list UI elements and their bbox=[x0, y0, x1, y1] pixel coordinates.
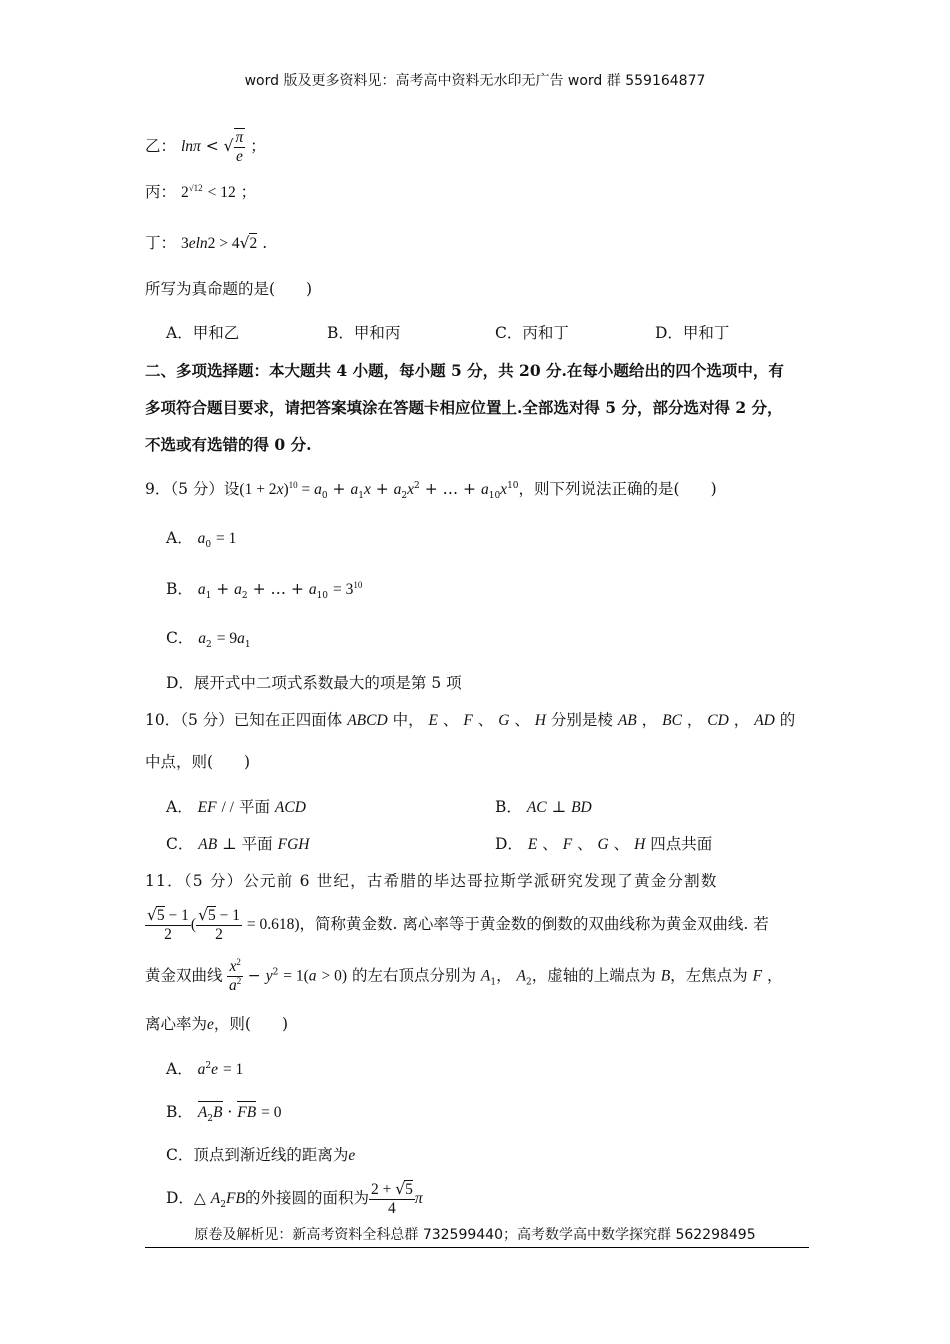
q10-optA-text: 平面 bbox=[238, 798, 270, 816]
page-footer: 原卷及解析见：新高考资料全科总群 732599440；高考数学高中数学探究群 562298495 bbox=[194, 1227, 756, 1243]
prev-option-c: C．丙和丁 bbox=[495, 324, 569, 342]
q10-optD-text: 四点共面 bbox=[650, 835, 713, 853]
q11-option-c: C．顶点到渐近线的距离为e bbox=[166, 1146, 356, 1164]
q10-option-d: D． E 、 F 、 G 、 H 四点共面 bbox=[495, 835, 713, 853]
q11-stem-line2: $\frac{√5 - 1}{2}$ ( $\frac{√5 - 1}{2}$ = 0.618)，简称黄金数. 离心率等于黄金数的倒数的双曲线称为黄金双曲线. 若 bbox=[147, 906, 769, 943]
q10-stem-line1: 10．（5 分）已知在正四面体 ABCD 中， E 、 F 、 G 、 H 分别是棱 AB ， BC ， CD ， AD 的 bbox=[145, 711, 796, 729]
q11-line3-mid2: ，虚轴的上端点为 bbox=[531, 966, 656, 985]
q11-line3-mid3: ，左焦点为 bbox=[670, 966, 748, 985]
item-bing: 丙： $2^{√12} < 12$ ； bbox=[145, 182, 257, 201]
q9-option-a: A． $a_0 = 1$ bbox=[166, 529, 237, 551]
prev-option-b: B．甲和丙 bbox=[327, 324, 401, 342]
q10-prefix: 10．（5 分）已知在正四面体 bbox=[145, 711, 343, 729]
q10-option-a: A． EF / / 平面 ACD bbox=[166, 798, 306, 816]
q9-option-d: D．展开式中二项式系数最大的项是第 5 项 bbox=[166, 674, 462, 692]
prev-option-a: A．甲和乙 bbox=[166, 324, 240, 342]
section2-line3: 不选或有选错的得 0 分. bbox=[145, 435, 312, 454]
prev-option-d: D．甲和丁 bbox=[655, 324, 730, 342]
q11-stem-line1: 11．（5 分）公元前 6 世纪，古希腊的毕达哥拉斯学派研究发现了黄金分割数 bbox=[145, 872, 718, 890]
q9-suffix: ，则下列说法正确的是( ) bbox=[518, 480, 717, 498]
q9-option-b: B． $a_1 + a_2$ + … + $a_{10} = 3^{10}$ bbox=[166, 579, 363, 602]
q11-option-b: B． $A_2B$ · FB = 0 bbox=[166, 1103, 282, 1125]
q9-stem: 9．（5 分）设$(1 + 2x)^{10} = a_0 + a_1x + a_2x^2$ + … + $a_{10}x^{10}$，则下列说法正确的是( ) bbox=[145, 479, 717, 502]
q11-option-d: D．△ $A_2FB$的外接圆的面积为 $\frac{2 + √5}{4}$ π bbox=[166, 1180, 423, 1217]
footer-rule bbox=[145, 1247, 809, 1248]
q11-optC-text: C．顶点到渐近线的距离为 bbox=[166, 1146, 349, 1164]
page-header: word 版及更多资料见：高考高中资料无水印无广告 word 群 559164877 bbox=[244, 73, 706, 89]
item-yi-label: 乙： bbox=[145, 137, 177, 155]
q11-optD-mid: 的外接圆的面积为 bbox=[244, 1189, 369, 1207]
q11-line4-suffix: ，则( ) bbox=[213, 1015, 289, 1033]
section2-line2: 多项符合题目要求，请把答案填涂在答题卡相应位置上.全部选对得 5 分，部分选对得 2 分， bbox=[145, 398, 783, 417]
item-yi: 乙： lnπ < √ $\frac{\pi}{e}$ ； bbox=[145, 129, 266, 165]
q10-option-b: B． AC ⊥ BD bbox=[495, 798, 592, 816]
item-ding-label: 丁： bbox=[145, 234, 177, 252]
q10-option-c: C． AB ⊥ 平面 FGH bbox=[166, 835, 310, 853]
q11-stem-line4: 离心率为e，则( ) bbox=[145, 1015, 289, 1033]
q11-line3-prefix: 黄金双曲线 bbox=[145, 966, 223, 985]
prev-question: 所写为真命题的是( ) bbox=[145, 280, 313, 298]
q9-prefix: 9．（5 分）设 bbox=[145, 480, 240, 498]
q9-option-c: C． $a_2 = 9a_1$ bbox=[166, 629, 251, 651]
q11-stem-line3: 黄金双曲线 $\frac{x^2}{a^2}$ − $y^2 = 1(a > 0)$ 的左右顶点分别为 $A_1$， $A_2$，虚轴的上端点为 B，左焦点为 F ， bbox=[145, 956, 783, 994]
section2-line1: 二、多项选择题：本大题共 4 小题，每小题 5 分，共 20 分.在每小题给出的四个选项中，有 bbox=[145, 361, 784, 380]
q10-stem-line2: 中点，则( ) bbox=[145, 753, 251, 771]
q11-optD-prefix: D．△ bbox=[166, 1189, 206, 1207]
q10-optC-text: 平面 bbox=[241, 835, 273, 853]
item-ding: 丁： 3eln2 > 4√2 . bbox=[145, 234, 268, 252]
item-bing-label: 丙： bbox=[145, 183, 177, 201]
q11-option-a: A． $a^2e = 1$ bbox=[166, 1060, 244, 1078]
q11-line4-prefix: 离心率为 bbox=[145, 1015, 208, 1033]
q11-line3-mid: 的左右顶点分别为 bbox=[351, 966, 476, 985]
q11-line2-suffix: ，简称黄金数. 离心率等于黄金数的倒数的双曲线称为黄金双曲线. 若 bbox=[299, 915, 769, 933]
